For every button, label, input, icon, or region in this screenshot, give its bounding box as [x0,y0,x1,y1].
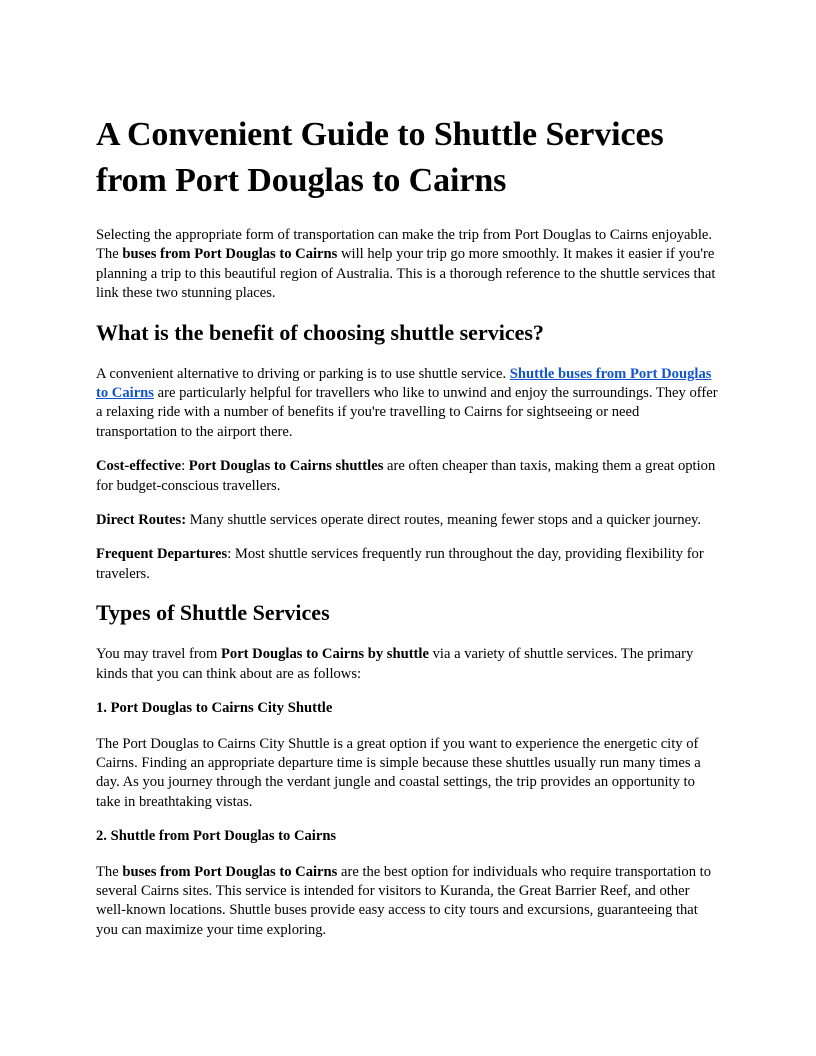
shuttle-paragraph [96,863,720,941]
benefit-text-2: are particularly helpful for travellers who like to unwind and enjoy the surroundings. They offer a relaxing ride with a number of benefits if you're travelling to Cairns for sightseeing or need transportation to the airport there. [96,385,718,440]
frequent-departures-label: Frequent Departures [96,546,228,563]
types-text-1: You may travel from [96,646,221,663]
intro-text-2: will help your trip go more smoothly. It makes it easier if you're planning a trip to this beautiful region of Australia. This is a thorough reference to the shuttle services that link these two stunning places. [96,246,716,302]
document-page [96,112,720,955]
types-text-2: via a variety of shuttle services. The primary kinds that you can think about are as follows: [96,646,694,682]
types-paragraph [96,645,720,684]
types-bold-keyword: Port Douglas to Cairns by shuttle [220,646,429,663]
benefit-paragraph [96,365,720,443]
intro-text-1: Selecting the appropriate form of transportation can make the trip from Port Douglas to Cairns enjoyable. The [96,227,713,263]
intro-paragraph [96,226,720,304]
shuttle-text-2: are the best option for individuals who require transportation to several Cairns sites. This service is intended for visitors to Kuranda, the Great Barrier Reef, and other well-known locations. Shuttle buses provide easy access to city tours and excursions, guaranteeing that you can maximize your time exploring. [96,863,712,938]
cost-effective-keyword: Port Douglas to Cairns shuttles [188,458,384,475]
direct-routes-text: Many shuttle services operate direct routes, meaning fewer stops and a quicker journey. [186,512,702,529]
cost-effective-label: Cost-effective [96,458,182,475]
frequent-departures-paragraph [96,545,720,584]
direct-routes-label: Direct Routes: [96,512,187,529]
benefit-text-1: A convenient alternative to driving or parking is to use shuttle service. [96,365,510,382]
shuttle-buses-link[interactable]: Shuttle buses from Port Douglas to Cairns [96,365,712,402]
heading-benefit: What is the benefit of choosing shuttle services? [96,319,544,345]
shuttle-bold-keyword: buses from Port Douglas to Cairns [122,863,338,880]
subheading-shuttle: 2. Shuttle from Port Douglas to Cairns [96,828,337,845]
cost-effective-separator: : [181,458,189,475]
frequent-departures-text: : Most shuttle services frequently run throughout the day, providing flexibility for travelers. [96,546,704,582]
page-title: A Convenient Guide to Shuttle Services from Port Douglas to Cairns [96,116,664,199]
city-shuttle-paragraph: The Port Douglas to Cairns City Shuttle is a great option if you want to experience the energetic city of Cairns. Finding an appropriate departure time is simple because these shuttles usually run many times a day. As you journey through the verdant jungle and coastal settings, the trip provides an opportunity to take in breathtaking vistas. [96,735,701,810]
intro-bold-keyword: buses from Port Douglas to Cairns [122,246,338,263]
shuttle-text-1: The [96,863,123,880]
cost-effective-text: are often cheaper than taxis, making them a great option for budget-conscious travellers. [96,458,716,494]
heading-types: Types of Shuttle Services [96,600,330,626]
cost-effective-paragraph [96,457,720,496]
subheading-city-shuttle: 1. Port Douglas to Cairns City Shuttle [96,700,333,717]
direct-routes-paragraph [96,511,720,530]
